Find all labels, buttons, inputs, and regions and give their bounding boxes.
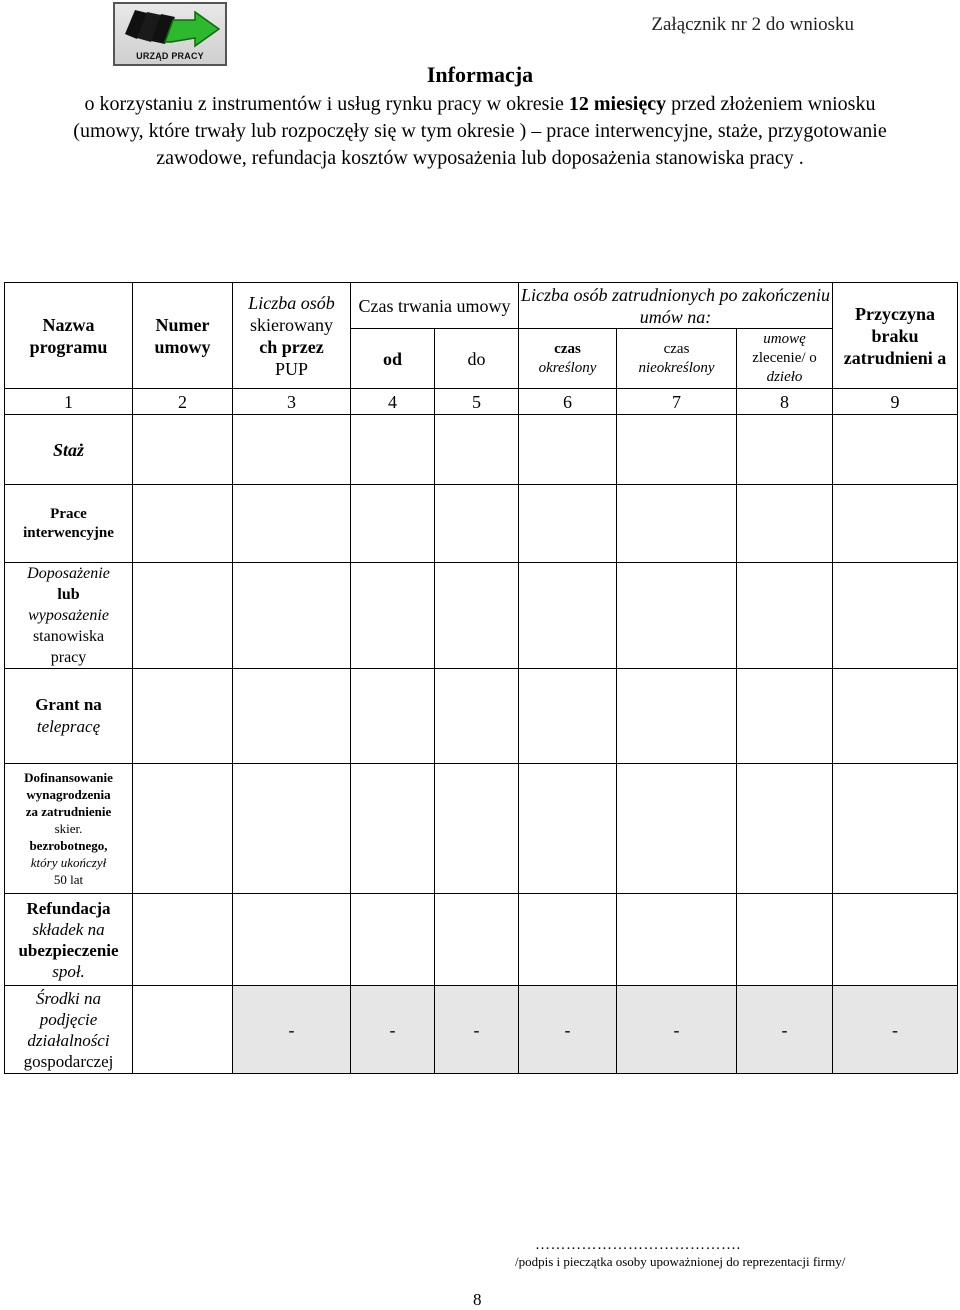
table-cell: [737, 669, 833, 764]
row-label-dopos-l4: stanowiska: [32, 628, 105, 645]
table-cell: [833, 894, 958, 986]
table-cell: [617, 563, 737, 669]
table-row-doposazenie: [5, 563, 958, 669]
header-from: od: [351, 329, 435, 389]
row-label-srodki-l3: działalności: [27, 1030, 110, 1050]
table-cell: [435, 669, 519, 764]
table-cell: [351, 894, 435, 986]
header-program-name: Nazwa programu: [5, 283, 133, 389]
table-cell: [133, 894, 233, 986]
intro-period: 12 miesięcy: [568, 93, 667, 115]
row-label-prace-l2: interwencyjne: [23, 524, 114, 541]
annex-label: Załącznik nr 2 do wniosku: [651, 14, 854, 35]
table-cell: [351, 415, 435, 485]
row-label-dopos-l1: Doposażenie: [27, 565, 110, 582]
signature-line: ………………………………….: [535, 1237, 741, 1253]
header-order-contract: [737, 329, 833, 389]
intro-text-2: przed złożeniem wniosku (umowy, które trwały lub rozpoczęły się w tym okresie ) – prace interwencyjne, staże, przygotowanie zawodowe, refundacja kosztów wyposażenia lub doposażenia stanowiska pracy .: [73, 93, 887, 169]
table-cell: [351, 485, 435, 563]
header-indefinite-l2: nieokreślony: [638, 359, 715, 376]
column-number: 3: [233, 389, 351, 415]
row-label-dopos-l3: wyposażenie: [28, 607, 109, 624]
logo-graphic: [115, 4, 225, 52]
header-reason: Przyczyna braku zatrudnieni a: [833, 283, 958, 389]
table-cell: [737, 894, 833, 986]
column-numbers-row: [5, 389, 958, 415]
row-label-dofin-l2: wynagrodzenia: [26, 787, 111, 802]
table-cell: [737, 563, 833, 669]
row-label-prace: [5, 485, 133, 563]
header-referred-l1: Liczba osób: [248, 292, 335, 313]
row-label-dofinansowanie: [5, 764, 133, 894]
table-cell: [617, 894, 737, 986]
header-order-l1: umowę: [763, 331, 806, 347]
table-cell: [617, 764, 737, 894]
header-order-l3: dzieło: [766, 369, 803, 385]
row-label-dopos-l5: pracy: [50, 649, 87, 666]
table-cell: [519, 764, 617, 894]
header-indefinite-l1: czas: [663, 340, 690, 357]
row-label-refund-l2: składek na: [32, 919, 105, 939]
table-cell: [737, 764, 833, 894]
logo-text: URZĄD PRACY: [136, 51, 204, 61]
header-referred-l3: ch przez: [259, 336, 324, 357]
table-row-prace: [5, 485, 958, 563]
row-label-staz: Staż: [5, 415, 133, 485]
table-cell: [519, 485, 617, 563]
header-fixed-l2: określony: [538, 359, 597, 376]
programs-table: [4, 282, 958, 1074]
table-cell: [233, 563, 351, 669]
header-row-1: [5, 283, 958, 329]
table-cell: [233, 669, 351, 764]
table-cell: [233, 485, 351, 563]
row-label-grant-l1: Grant na: [35, 695, 102, 714]
row-label-dofin-l4: skier.: [54, 821, 83, 836]
table-cell: [351, 764, 435, 894]
document-intro: [60, 91, 900, 172]
column-number: 6: [519, 389, 617, 415]
table-cell: [833, 764, 958, 894]
header-contract-number: Numer umowy: [133, 283, 233, 389]
table-cell: [617, 415, 737, 485]
table-row-grant: [5, 669, 958, 764]
column-number: 4: [351, 389, 435, 415]
header-fixed-l1: czas: [554, 340, 581, 357]
header-referred-l4: PUP: [274, 358, 309, 379]
row-label-dofin-l5: bezrobotnego,: [29, 838, 108, 853]
table-cell: [435, 415, 519, 485]
row-label-dofin-l7: 50 lat: [53, 872, 84, 887]
table-cell: [133, 986, 233, 1074]
table-cell: [833, 415, 958, 485]
row-label-prace-l1: Prace: [50, 505, 87, 522]
row-label-grant-l2: telepracę: [36, 717, 101, 736]
signature-caption: /podpis i pieczątka osoby upoważnionej do reprezentacji firmy/: [515, 1254, 846, 1269]
row-label-dopos-l2: lub: [57, 586, 80, 603]
row-label-dofin-l1: Dofinansowanie: [24, 770, 113, 785]
table-cell: [351, 563, 435, 669]
column-number: 7: [617, 389, 737, 415]
row-label-refund-l3: ubezpieczenie: [18, 940, 119, 960]
table-cell: [833, 563, 958, 669]
header-duration: Czas trwania umowy: [351, 283, 519, 329]
table-cell: [617, 669, 737, 764]
table-cell: [435, 764, 519, 894]
table-row-refundacja: [5, 894, 958, 986]
column-number: 2: [133, 389, 233, 415]
table-cell: [519, 415, 617, 485]
table-cell: [617, 485, 737, 563]
dash-cell: -: [233, 986, 351, 1074]
dash-cell: -: [737, 986, 833, 1074]
header-employed: Liczba osób zatrudnionych po zakończeniu umów na:: [519, 283, 833, 329]
table-cell: [133, 669, 233, 764]
table-cell: [233, 764, 351, 894]
header-to: do: [435, 329, 519, 389]
dash-cell: -: [617, 986, 737, 1074]
row-label-srodki-l4: gospodarczej: [23, 1051, 114, 1071]
header-indefinite-term: [617, 329, 737, 389]
urzad-pracy-logo: [113, 2, 227, 66]
row-label-dofin-l3: za zatrudnienie: [25, 804, 112, 819]
table-cell: [435, 563, 519, 669]
column-number: 8: [737, 389, 833, 415]
table-cell: [233, 415, 351, 485]
table-cell: [833, 669, 958, 764]
row-label-refund-l4: społ.: [52, 961, 85, 981]
column-number: 1: [5, 389, 133, 415]
table-cell: [519, 563, 617, 669]
table-row-dofinansowanie: [5, 764, 958, 894]
table-cell: [133, 485, 233, 563]
table-cell: [133, 764, 233, 894]
dash-cell: -: [519, 986, 617, 1074]
table-cell: [435, 485, 519, 563]
dash-cell: -: [351, 986, 435, 1074]
dash-cell: -: [435, 986, 519, 1074]
column-number: 9: [833, 389, 958, 415]
table-cell: [833, 485, 958, 563]
header-referred: [233, 283, 351, 389]
document-title: Informacja: [426, 62, 534, 87]
table-cell: [519, 894, 617, 986]
intro-text-1: o korzystaniu z instrumentów i usług rynku pracy w okresie: [84, 93, 569, 115]
table-cell: [133, 415, 233, 485]
row-label-refundacja: [5, 894, 133, 986]
table-cell: [435, 894, 519, 986]
table-cell: [351, 669, 435, 764]
table-cell: [737, 415, 833, 485]
row-label-refund-l1: Refundacja: [26, 898, 111, 918]
row-label-doposazenie: [5, 563, 133, 669]
table-cell: [133, 563, 233, 669]
row-label-srodki-l2: podjęcie: [39, 1009, 98, 1029]
table-row-srodki: [5, 986, 958, 1074]
page-number: 8: [473, 1290, 482, 1309]
header-fixed-term: [519, 329, 617, 389]
table-row-staz: [5, 415, 958, 485]
row-label-srodki-l1: Środki na: [35, 988, 101, 1008]
header-order-l2: zlecenie/ o: [752, 350, 817, 366]
row-label-dofin-l6: który ukończył: [30, 855, 107, 870]
header-referred-l2: skierowany: [250, 314, 333, 335]
row-label-grant: [5, 669, 133, 764]
table-cell: [519, 669, 617, 764]
dash-cell: -: [833, 986, 958, 1074]
table-cell: [233, 894, 351, 986]
column-number: 5: [435, 389, 519, 415]
row-label-srodki: [5, 986, 133, 1074]
table-cell: [737, 485, 833, 563]
